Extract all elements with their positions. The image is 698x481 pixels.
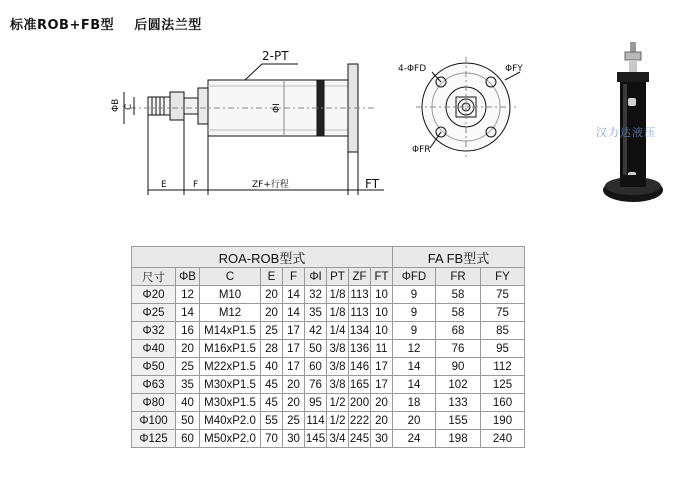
label-phi-b: ΦB: [111, 98, 121, 112]
table-body: [132, 286, 525, 448]
table-row: [132, 286, 525, 304]
table-cell: 114: [305, 412, 327, 430]
table-cell: 1/4: [327, 322, 349, 340]
watermark-text: 汉力达液压: [596, 126, 656, 139]
table-cell: 32: [305, 286, 327, 304]
cylinder-product-photo: [603, 42, 663, 202]
table-cell: 17: [371, 358, 393, 376]
table-cell: 11: [371, 340, 393, 358]
label-phi-fy: ΦFY: [505, 64, 523, 74]
table-cell: 70: [261, 430, 283, 448]
table-cell: 3/8: [327, 340, 349, 358]
label-2pt: 2-PT: [262, 49, 289, 63]
table-cell: 95: [305, 394, 327, 412]
table-cell: M10: [200, 286, 261, 304]
table-cell: 17: [283, 340, 305, 358]
table-row: [132, 304, 525, 322]
table-row: [132, 358, 525, 376]
table-cell: 14: [283, 286, 305, 304]
table-cell: 90: [436, 358, 481, 376]
table-cell: 35: [176, 376, 200, 394]
table-cell: 40: [261, 358, 283, 376]
table-cell: 3/8: [327, 358, 349, 376]
table-cell: 146: [349, 358, 371, 376]
technical-drawing: [0, 0, 698, 240]
group-header-fa-fb: FA FB型式: [393, 247, 525, 268]
table-cell: 20: [261, 286, 283, 304]
table-cell: 125: [481, 376, 525, 394]
column-header: FR: [436, 268, 481, 286]
cylinder-side-view: [124, 64, 384, 195]
row-size-cell: Φ80: [132, 394, 176, 412]
table-cell: 3/4: [327, 430, 349, 448]
table-row: [132, 430, 525, 448]
column-header: FT: [371, 268, 393, 286]
table-cell: 190: [481, 412, 525, 430]
table-row: [132, 322, 525, 340]
column-header: C: [200, 268, 261, 286]
table-cell: 14: [393, 376, 436, 394]
table-cell: 20: [371, 412, 393, 430]
table-cell: 160: [481, 394, 525, 412]
table-cell: 10: [371, 286, 393, 304]
table-cell: 55: [261, 412, 283, 430]
table-cell: M30xP1.5: [200, 376, 261, 394]
table-row: [132, 412, 525, 430]
table-cell: 76: [436, 340, 481, 358]
table-cell: 1/8: [327, 304, 349, 322]
page-title: 标准ROB+FB型 后圆法兰型: [10, 18, 202, 33]
table-cell: M14xP1.5: [200, 322, 261, 340]
table-cell: 68: [436, 322, 481, 340]
label-e: E: [161, 180, 167, 190]
table-cell: 17: [371, 376, 393, 394]
table-cell: 10: [371, 322, 393, 340]
table-cell: 20: [261, 304, 283, 322]
column-header: ZF: [349, 268, 371, 286]
table-cell: 24: [393, 430, 436, 448]
table-cell: 112: [481, 358, 525, 376]
column-header: FY: [481, 268, 525, 286]
column-header: ΦB: [176, 268, 200, 286]
table-cell: 42: [305, 322, 327, 340]
table-cell: 58: [436, 304, 481, 322]
table-cell: 113: [349, 286, 371, 304]
table-cell: 134: [349, 322, 371, 340]
table-cell: M22xP1.5: [200, 358, 261, 376]
label-ft: FT: [365, 177, 380, 191]
table-cell: 45: [261, 376, 283, 394]
table-cell: 58: [436, 286, 481, 304]
table-cell: 20: [283, 394, 305, 412]
table-row: [132, 340, 525, 358]
table-cell: 35: [305, 304, 327, 322]
spec-table: [131, 246, 525, 448]
table-cell: 240: [481, 430, 525, 448]
label-4-phi-fd: 4-ΦFD: [398, 64, 427, 74]
table-cell: 200: [349, 394, 371, 412]
table-cell: 20: [371, 394, 393, 412]
table-cell: 12: [176, 286, 200, 304]
row-size-cell: Φ100: [132, 412, 176, 430]
table-cell: 50: [176, 412, 200, 430]
table-cell: 25: [176, 358, 200, 376]
table-cell: 20: [393, 412, 436, 430]
column-header: ΦI: [305, 268, 327, 286]
table-cell: 30: [283, 430, 305, 448]
table-group-header-row: [132, 247, 525, 268]
label-f: F: [193, 180, 199, 190]
table-cell: 14: [393, 358, 436, 376]
table-cell: 25: [283, 412, 305, 430]
table-cell: 165: [349, 376, 371, 394]
table-cell: 113: [349, 304, 371, 322]
table-cell: 25: [261, 322, 283, 340]
column-header: F: [283, 268, 305, 286]
table-row: [132, 376, 525, 394]
table-column-header-row: [132, 268, 525, 286]
table-cell: 75: [481, 304, 525, 322]
table-cell: 133: [436, 394, 481, 412]
table-cell: 222: [349, 412, 371, 430]
table-cell: 85: [481, 322, 525, 340]
table-cell: 60: [305, 358, 327, 376]
row-size-cell: Φ63: [132, 376, 176, 394]
table-cell: 45: [261, 394, 283, 412]
column-header: ΦFD: [393, 268, 436, 286]
table-cell: 50: [305, 340, 327, 358]
table-cell: 76: [305, 376, 327, 394]
table-cell: 20: [176, 340, 200, 358]
table-cell: 1/2: [327, 412, 349, 430]
table-cell: M12: [200, 304, 261, 322]
table-cell: 30: [371, 430, 393, 448]
table-cell: M50xP2.0: [200, 430, 261, 448]
table-cell: 10: [371, 304, 393, 322]
column-header: PT: [327, 268, 349, 286]
table-cell: 145: [305, 430, 327, 448]
table-cell: 28: [261, 340, 283, 358]
table-cell: 9: [393, 304, 436, 322]
label-c: C: [124, 103, 134, 110]
label-phi-i: ΦI: [272, 103, 282, 113]
table-cell: 95: [481, 340, 525, 358]
row-size-cell: Φ40: [132, 340, 176, 358]
table-cell: 136: [349, 340, 371, 358]
table-cell: 9: [393, 286, 436, 304]
table-cell: 17: [283, 322, 305, 340]
table-cell: 20: [283, 376, 305, 394]
table-cell: 1/8: [327, 286, 349, 304]
table-cell: 102: [436, 376, 481, 394]
row-size-cell: Φ32: [132, 322, 176, 340]
table-cell: 245: [349, 430, 371, 448]
table-row: [132, 394, 525, 412]
table-cell: 14: [283, 304, 305, 322]
label-phi-fr: ΦFR: [412, 145, 431, 155]
table-cell: M40xP2.0: [200, 412, 261, 430]
table-cell: 155: [436, 412, 481, 430]
table-cell: 1/2: [327, 394, 349, 412]
column-header: E: [261, 268, 283, 286]
table-cell: 60: [176, 430, 200, 448]
table-cell: 9: [393, 322, 436, 340]
column-header: 尺寸: [132, 268, 176, 286]
row-size-cell: Φ125: [132, 430, 176, 448]
group-header-roa-rob: ROA-ROB型式: [132, 247, 393, 268]
table-cell: 14: [176, 304, 200, 322]
label-zf-stroke: ZF+行程: [252, 180, 289, 190]
table-cell: 16: [176, 322, 200, 340]
row-size-cell: Φ25: [132, 304, 176, 322]
table-cell: 18: [393, 394, 436, 412]
table-cell: 198: [436, 430, 481, 448]
row-size-cell: Φ20: [132, 286, 176, 304]
table-cell: 40: [176, 394, 200, 412]
table-cell: 3/8: [327, 376, 349, 394]
table-cell: 75: [481, 286, 525, 304]
table-cell: 12: [393, 340, 436, 358]
table-cell: 17: [283, 358, 305, 376]
table-cell: M30xP1.5: [200, 394, 261, 412]
cylinder-drawing-svg: [0, 0, 698, 240]
table-cell: M16xP1.5: [200, 340, 261, 358]
row-size-cell: Φ50: [132, 358, 176, 376]
